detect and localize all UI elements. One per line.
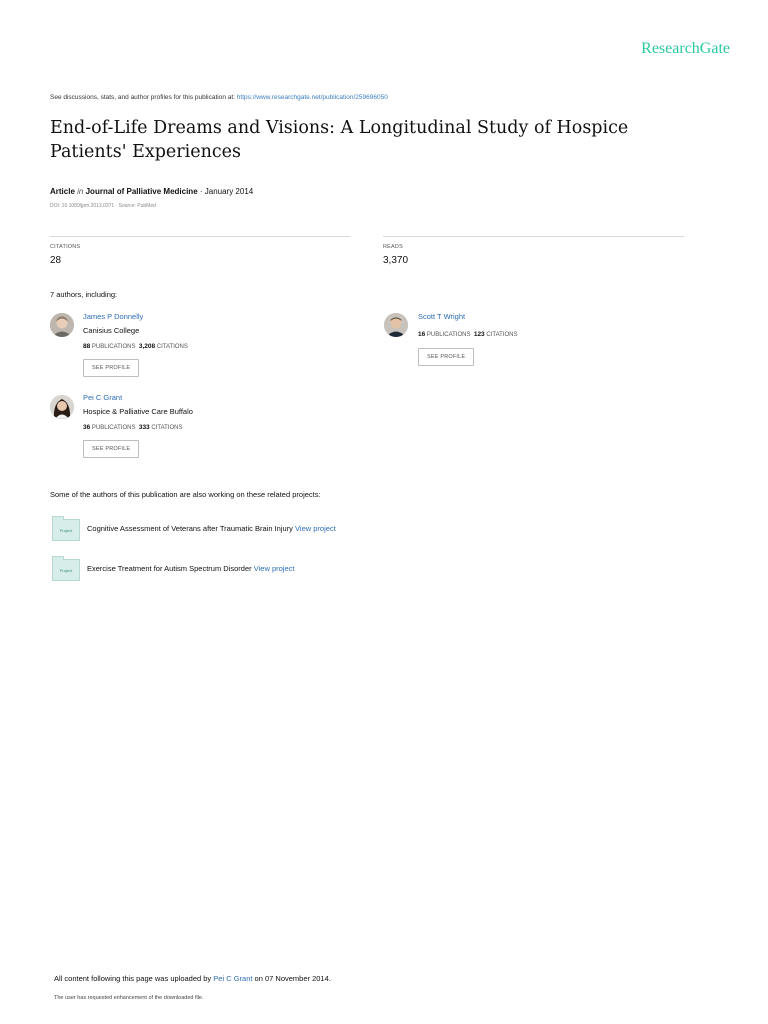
author-counts [83, 343, 188, 350]
author-institution[interactable]: Hospice & Palliative Care Buffalo [83, 407, 193, 416]
author-counts [418, 331, 517, 338]
publication-count: 16 [418, 331, 426, 338]
upload-suffix: on 07 November 2014. [252, 974, 331, 983]
publication-count: 36 [83, 424, 91, 431]
author-counts [83, 424, 182, 431]
divider [383, 236, 684, 237]
author-institution[interactable]: Canisius College [83, 326, 140, 335]
citations-count: 28 [50, 255, 62, 266]
see-profile-button[interactable]: SEE PROFILE [83, 359, 139, 377]
avatar[interactable] [50, 395, 74, 419]
project-item [87, 564, 294, 573]
see-profile-button[interactable]: SEE PROFILE [83, 440, 139, 458]
reads-label: READS [383, 244, 403, 250]
authors-heading: 7 authors, including: [50, 290, 118, 299]
citation-count: 333 [138, 424, 150, 431]
project-title: Cognitive Assessment of Veterans after Traumatic Brain Injury [87, 524, 293, 533]
in-word: in [77, 187, 84, 196]
article-type: Article [50, 187, 75, 196]
project-title: Exercise Treatment for Autism Spectrum Disorder [87, 564, 252, 573]
publication-link[interactable]: https://www.researchgate.net/publication/259696050 [236, 94, 388, 101]
avatar[interactable] [384, 313, 408, 337]
publication-date: · January 2014 [197, 187, 254, 196]
person-icon [384, 313, 408, 337]
publication-meta [50, 187, 253, 196]
project-icon-label: Project [59, 527, 73, 533]
journal-name[interactable]: Journal of Palliative Medicine [85, 187, 198, 196]
citation-count: 3,208 [138, 343, 156, 350]
view-project-link[interactable]: View project [295, 524, 336, 533]
project-item [87, 524, 336, 533]
author-name[interactable]: James P Donnelly [83, 312, 144, 321]
upload-notice [54, 974, 331, 983]
publications-label: PUBLICATIONS [91, 344, 136, 350]
person-icon [50, 313, 74, 337]
citations-label: CITATIONS [156, 344, 188, 350]
citations-label: CITATIONS [50, 244, 81, 250]
divider [50, 236, 350, 237]
researchgate-logo[interactable]: ResearchGate [641, 40, 730, 57]
publications-label: PUBLICATIONS [426, 332, 471, 338]
uploader-link[interactable]: Pei C Grant [213, 974, 253, 983]
author-name[interactable]: Pei C Grant [83, 393, 123, 402]
view-project-link[interactable]: View project [253, 564, 295, 573]
discussion-line [50, 94, 388, 101]
upload-prefix: All content following this page was uploaded by [54, 974, 214, 983]
publications-label: PUBLICATIONS [91, 425, 136, 431]
citations-label: CITATIONS [486, 332, 518, 338]
person-icon [50, 395, 74, 419]
discussion-text: See discussions, stats, and author profiles for this publication at: [50, 94, 237, 101]
project-icon-label: Project [59, 567, 73, 573]
enhancement-note: The user has requested enhancement of the downloaded file. [54, 995, 204, 1001]
avatar[interactable] [50, 313, 74, 337]
doi-line: DOI: 10.1089/jpm.2013.0371 · Source: PubMed [50, 203, 156, 209]
project-folder-icon [52, 559, 80, 581]
author-name[interactable]: Scott T Wright [418, 312, 466, 321]
see-profile-button[interactable]: SEE PROFILE [418, 348, 474, 366]
citation-count: 123 [473, 331, 485, 338]
reads-count: 3,370 [383, 255, 409, 266]
project-folder-icon [52, 519, 80, 541]
citations-label: CITATIONS [151, 425, 183, 431]
publication-count: 88 [83, 343, 91, 350]
projects-heading: Some of the authors of this publication are also working on these related projects: [50, 490, 321, 499]
paper-title: End-of-Life Dreams and Visions: A Longitudinal Study of Hospice Patients' Experiences [50, 118, 629, 162]
